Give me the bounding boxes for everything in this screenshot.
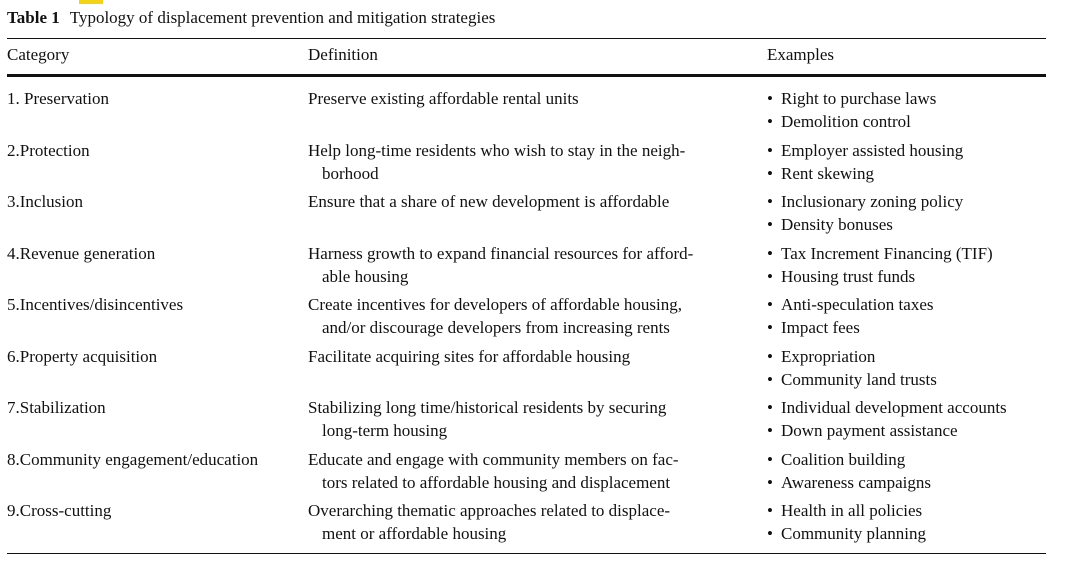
definition-cell	[308, 499, 753, 545]
definition-line: long-term housing	[322, 421, 448, 440]
example-item	[767, 316, 934, 339]
header-definition: Definition	[308, 45, 378, 64]
category-cell: 2.Protection	[7, 141, 90, 160]
example-text: Health in all policies	[781, 501, 923, 520]
bullet-icon: •	[767, 473, 773, 492]
bullet-icon: •	[767, 318, 773, 337]
definition-cell	[308, 87, 753, 110]
example-text: Individual development accounts	[781, 398, 1007, 417]
examples-cell	[767, 293, 934, 339]
bullet-icon: •	[767, 141, 773, 160]
bullet-icon: •	[767, 347, 773, 366]
bullet-icon: •	[767, 192, 773, 211]
definition-line: ment or affordable housing	[322, 524, 507, 543]
definition-line: Create incentives for developers of affordable housing,	[308, 295, 683, 314]
table-row	[0, 499, 1066, 545]
examples-cell	[767, 190, 963, 236]
example-item	[767, 396, 1007, 419]
examples-cell	[767, 499, 926, 545]
example-text: Expropriation	[781, 347, 876, 366]
definition-line: Stabilizing long time/historical residents by securing	[308, 398, 667, 417]
bullet-icon: •	[767, 112, 773, 131]
example-item	[767, 522, 926, 545]
category-cell: 4.Revenue generation	[7, 244, 156, 263]
table-row	[0, 87, 1066, 133]
definition-line: able housing	[322, 267, 409, 286]
examples-cell	[767, 242, 993, 288]
category-cell: 1. Preservation	[7, 89, 109, 108]
definition-line: and/or discourage developers from increasing rents	[322, 318, 670, 337]
category-cell: 9.Cross-cutting	[7, 501, 112, 520]
bullet-icon: •	[767, 295, 773, 314]
table-row	[0, 396, 1066, 442]
example-item	[767, 190, 963, 213]
examples-cell	[767, 87, 936, 133]
bullet-icon: •	[767, 450, 773, 469]
table-row	[0, 139, 1066, 185]
category-cell: 5.Incentives/disincentives	[7, 295, 184, 314]
example-text: Community land trusts	[781, 370, 937, 389]
example-item	[767, 139, 963, 162]
definition-line: Ensure that a share of new development is affordable	[308, 192, 670, 211]
example-item	[767, 448, 931, 471]
bottom-rule	[7, 553, 1046, 554]
bullet-icon: •	[767, 501, 773, 520]
bullet-icon: •	[767, 244, 773, 263]
example-text: Rent skewing	[781, 164, 875, 183]
example-text: Employer assisted housing	[781, 141, 964, 160]
definition-cell	[308, 139, 753, 185]
example-text: Demolition control	[781, 112, 911, 131]
example-text: Right to purchase laws	[781, 89, 937, 108]
example-text: Housing trust funds	[781, 267, 916, 286]
definition-line: Overarching thematic approaches related to displace-	[308, 501, 671, 520]
header-examples: Examples	[767, 45, 835, 64]
example-item	[767, 293, 934, 316]
bullet-icon: •	[767, 370, 773, 389]
definition-line: tors related to affordable housing and displacement	[322, 473, 671, 492]
table-title: Typology of displacement prevention and mitigation strategies	[69, 8, 496, 27]
example-text: Tax Increment Financing (TIF)	[781, 244, 993, 263]
example-item	[767, 87, 936, 110]
bullet-icon: •	[767, 164, 773, 183]
example-item	[767, 499, 926, 522]
example-item	[767, 419, 1007, 442]
header-category: Category	[7, 45, 70, 64]
example-text: Community planning	[781, 524, 926, 543]
example-text: Inclusionary zoning policy	[781, 192, 964, 211]
bullet-icon: •	[767, 524, 773, 543]
table-row	[0, 242, 1066, 288]
definition-line: Educate and engage with community members on fac-	[308, 450, 679, 469]
table-row	[0, 293, 1066, 339]
definition-line: Help long-time residents who wish to stay in the neigh-	[308, 141, 686, 160]
examples-cell	[767, 396, 1007, 442]
example-text: Coalition building	[781, 450, 906, 469]
examples-cell	[767, 139, 963, 185]
table-row	[0, 345, 1066, 391]
example-item	[767, 345, 937, 368]
example-item	[767, 368, 937, 391]
bullet-icon: •	[767, 267, 773, 286]
example-text: Anti-speculation taxes	[781, 295, 934, 314]
definition-line: borhood	[322, 164, 379, 183]
definition-cell	[308, 448, 753, 494]
definition-line: Facilitate acquiring sites for affordable housing	[308, 347, 631, 366]
example-item	[767, 110, 936, 133]
table-caption	[7, 7, 495, 29]
examples-cell	[767, 345, 937, 391]
table-row	[0, 190, 1066, 236]
definition-cell	[308, 190, 753, 213]
header-rule	[7, 74, 1046, 77]
example-item	[767, 162, 963, 185]
examples-cell	[767, 448, 931, 494]
definition-cell	[308, 345, 753, 368]
table-row	[0, 448, 1066, 494]
category-cell: 6.Property acquisition	[7, 347, 158, 366]
example-item	[767, 471, 931, 494]
category-cell: 3.Inclusion	[7, 192, 84, 211]
bullet-icon: •	[767, 215, 773, 234]
example-item	[767, 265, 993, 288]
example-item	[767, 213, 963, 236]
category-cell: 8.Community engagement/education	[7, 450, 259, 469]
example-text: Down payment assistance	[781, 421, 958, 440]
definition-line: Harness growth to expand financial resources for afford-	[308, 244, 694, 263]
definition-cell	[308, 293, 753, 339]
table-label: Table 1	[7, 8, 60, 27]
example-text: Density bonuses	[781, 215, 893, 234]
bullet-icon: •	[767, 398, 773, 417]
example-text: Impact fees	[781, 318, 860, 337]
top-rule	[7, 38, 1046, 39]
highlight-mark	[79, 0, 103, 4]
example-item	[767, 242, 993, 265]
example-text: Awareness campaigns	[781, 473, 931, 492]
definition-line: Preserve existing affordable rental units	[308, 89, 579, 108]
definition-cell	[308, 242, 753, 288]
definition-cell	[308, 396, 753, 442]
bullet-icon: •	[767, 89, 773, 108]
bullet-icon: •	[767, 421, 773, 440]
category-cell: 7.Stabilization	[7, 398, 106, 417]
